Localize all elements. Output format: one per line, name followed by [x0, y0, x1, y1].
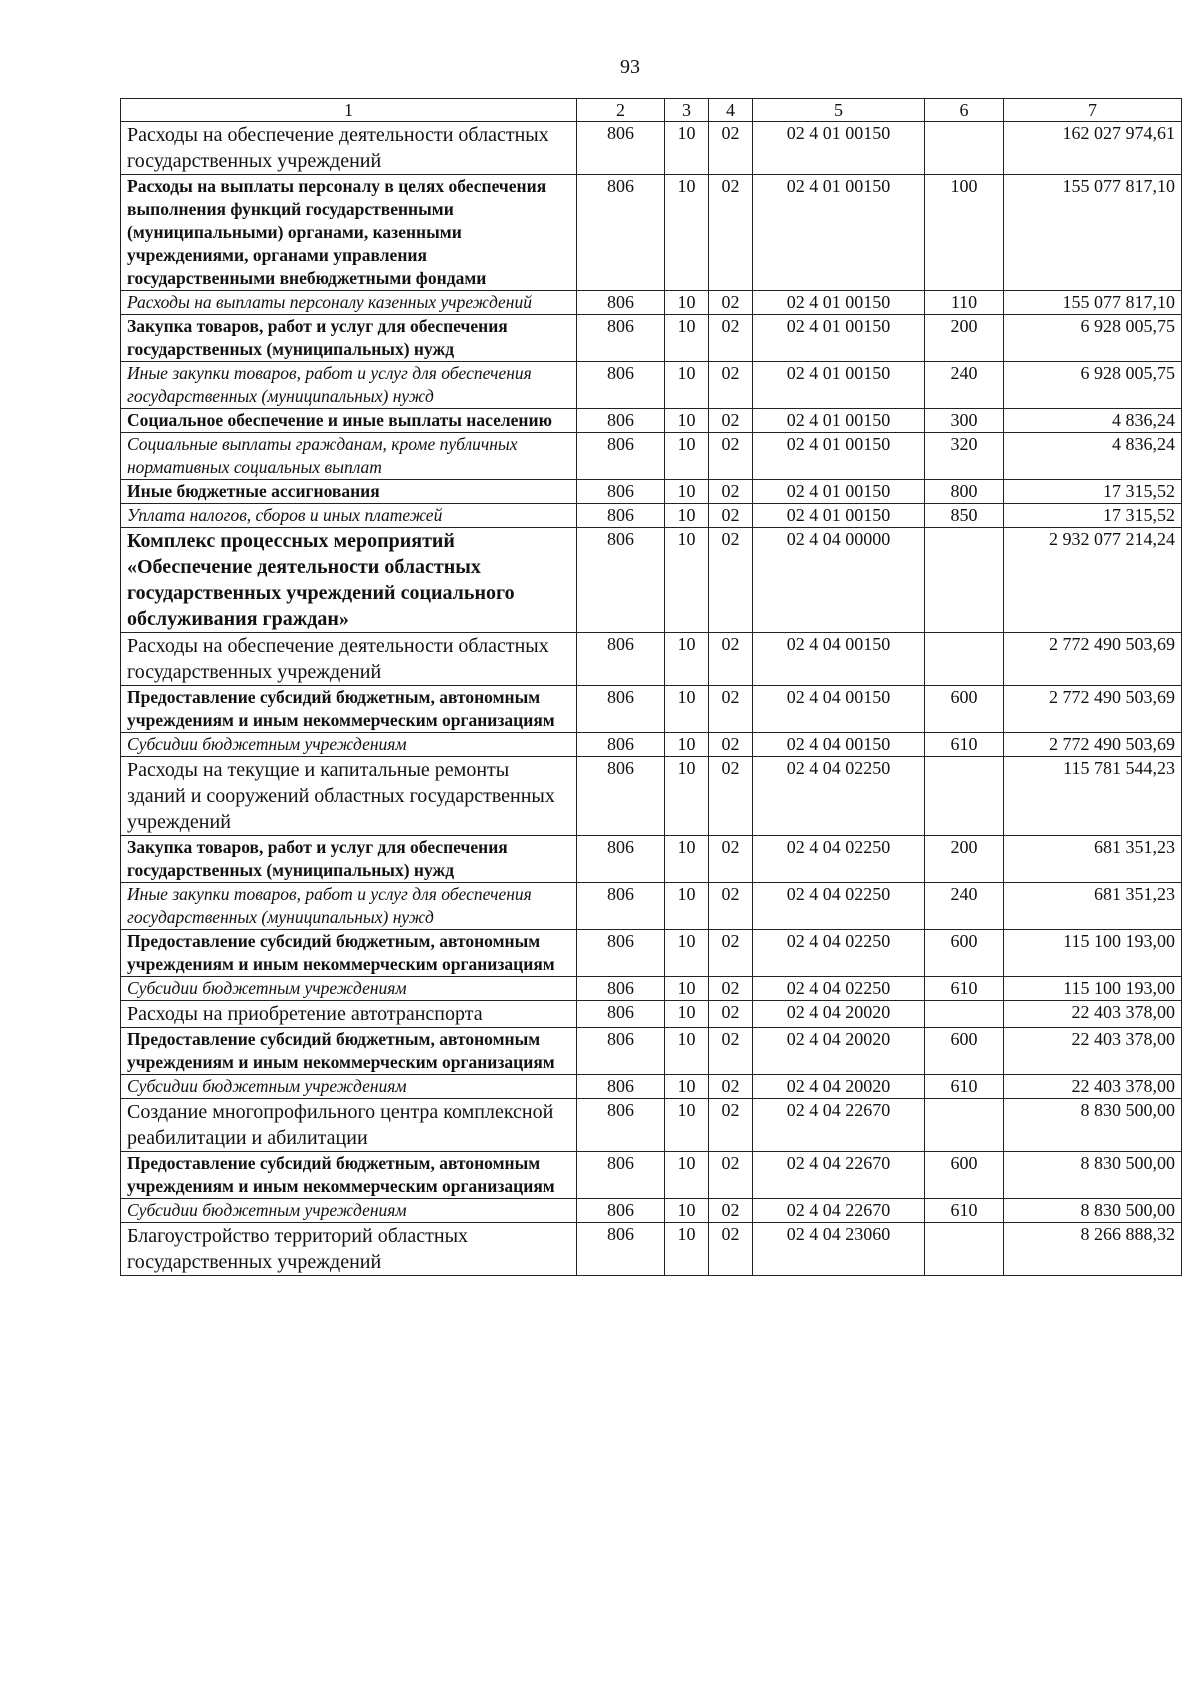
- row-pr-cell: 02: [709, 930, 753, 977]
- row-name-cell: Расходы на выплаты персоналу в целях обеспечения выполнения функций государственными (муниципальными) органами, казенными учреждениями, органами управления государственными внебюджетными фондами: [121, 175, 577, 291]
- row-ved-cell: 806: [577, 836, 665, 883]
- row-name-cell: Закупка товаров, работ и услуг для обеспечения государственных (муниципальных) нужд: [121, 315, 577, 362]
- row-ved-cell: 806: [577, 362, 665, 409]
- row-sum-cell: 6 928 005,75: [1004, 362, 1182, 409]
- header-col-5: 5: [753, 99, 925, 122]
- row-name-cell: Иные закупки товаров, работ и услуг для обеспечения государственных (муниципальных) нужд: [121, 883, 577, 930]
- row-pr-cell: 02: [709, 480, 753, 504]
- row-pr-cell: 02: [709, 1099, 753, 1152]
- row-csr-cell: 02 4 04 00150: [753, 733, 925, 757]
- row-name-cell: Иные бюджетные ассигнования: [121, 480, 577, 504]
- row-ved-cell: 806: [577, 930, 665, 977]
- row-rz-cell: 10: [665, 977, 709, 1001]
- row-pr-cell: 02: [709, 1028, 753, 1075]
- table-row: [121, 1199, 1182, 1223]
- table-row: [121, 175, 1182, 291]
- row-vr-cell: [925, 122, 1004, 175]
- row-ved-cell: 806: [577, 175, 665, 291]
- row-csr-cell: 02 4 04 02250: [753, 930, 925, 977]
- row-sum-cell: 22 403 378,00: [1004, 1028, 1182, 1075]
- row-vr-cell: [925, 1099, 1004, 1152]
- row-name-cell: Благоустройство территорий областных государственных учреждений: [121, 1223, 577, 1276]
- row-pr-cell: 02: [709, 504, 753, 528]
- row-sum-cell: 6 928 005,75: [1004, 315, 1182, 362]
- row-name-cell: Создание многопрофильного центра комплексной реабилитации и абилитации: [121, 1099, 577, 1152]
- row-vr-cell: [925, 633, 1004, 686]
- row-vr-cell: 610: [925, 1075, 1004, 1099]
- row-ved-cell: 806: [577, 504, 665, 528]
- table-row: [121, 757, 1182, 836]
- row-pr-cell: 02: [709, 836, 753, 883]
- row-vr-cell: 100: [925, 175, 1004, 291]
- row-vr-cell: 240: [925, 362, 1004, 409]
- row-pr-cell: 02: [709, 433, 753, 480]
- row-vr-cell: [925, 757, 1004, 836]
- row-sum-cell: 115 100 193,00: [1004, 930, 1182, 977]
- table-row: [121, 930, 1182, 977]
- row-csr-cell: 02 4 04 02250: [753, 836, 925, 883]
- row-pr-cell: 02: [709, 1199, 753, 1223]
- row-ved-cell: 806: [577, 291, 665, 315]
- row-sum-cell: 162 027 974,61: [1004, 122, 1182, 175]
- table-row: [121, 686, 1182, 733]
- row-ved-cell: 806: [577, 1099, 665, 1152]
- row-rz-cell: 10: [665, 504, 709, 528]
- row-rz-cell: 10: [665, 1075, 709, 1099]
- table-row: [121, 977, 1182, 1001]
- row-sum-cell: 8 830 500,00: [1004, 1099, 1182, 1152]
- row-sum-cell: 115 100 193,00: [1004, 977, 1182, 1001]
- table-row: [121, 528, 1182, 633]
- row-ved-cell: 806: [577, 977, 665, 1001]
- table-row: [121, 480, 1182, 504]
- row-pr-cell: 02: [709, 409, 753, 433]
- row-ved-cell: 806: [577, 409, 665, 433]
- row-rz-cell: 10: [665, 1001, 709, 1028]
- row-ved-cell: 806: [577, 633, 665, 686]
- row-rz-cell: 10: [665, 633, 709, 686]
- row-csr-cell: 02 4 04 02250: [753, 757, 925, 836]
- row-vr-cell: 600: [925, 1028, 1004, 1075]
- row-ved-cell: 806: [577, 480, 665, 504]
- row-name-cell: Субсидии бюджетным учреждениям: [121, 977, 577, 1001]
- row-pr-cell: 02: [709, 122, 753, 175]
- table-row: [121, 122, 1182, 175]
- table-row: [121, 1028, 1182, 1075]
- table-row: [121, 1152, 1182, 1199]
- table-row: [121, 1223, 1182, 1276]
- table-row: [121, 1075, 1182, 1099]
- row-name-cell: Комплекс процессных мероприятий «Обеспечение деятельности областных государственных учреждений социального обслуживания граждан»: [121, 528, 577, 633]
- row-rz-cell: 10: [665, 175, 709, 291]
- row-name-cell: Иные закупки товаров, работ и услуг для обеспечения государственных (муниципальных) нужд: [121, 362, 577, 409]
- row-csr-cell: 02 4 01 00150: [753, 480, 925, 504]
- row-pr-cell: 02: [709, 1223, 753, 1276]
- table-row: [121, 433, 1182, 480]
- row-name-cell: Предоставление субсидий бюджетным, автономным учреждениям и иным некоммерческим организациям: [121, 930, 577, 977]
- row-csr-cell: 02 4 04 00150: [753, 686, 925, 733]
- row-csr-cell: 02 4 01 00150: [753, 291, 925, 315]
- row-vr-cell: [925, 1001, 1004, 1028]
- row-pr-cell: 02: [709, 733, 753, 757]
- row-pr-cell: 02: [709, 883, 753, 930]
- row-name-cell: Расходы на выплаты персоналу казенных учреждений: [121, 291, 577, 315]
- row-name-cell: Социальные выплаты гражданам, кроме публичных нормативных социальных выплат: [121, 433, 577, 480]
- row-rz-cell: 10: [665, 1028, 709, 1075]
- row-ved-cell: 806: [577, 1028, 665, 1075]
- table-row: [121, 315, 1182, 362]
- row-sum-cell: 4 836,24: [1004, 433, 1182, 480]
- row-csr-cell: 02 4 01 00150: [753, 315, 925, 362]
- row-name-cell: Субсидии бюджетным учреждениям: [121, 733, 577, 757]
- row-name-cell: Расходы на обеспечение деятельности областных государственных учреждений: [121, 122, 577, 175]
- row-pr-cell: 02: [709, 291, 753, 315]
- row-csr-cell: 02 4 04 22670: [753, 1152, 925, 1199]
- row-rz-cell: 10: [665, 686, 709, 733]
- row-ved-cell: 806: [577, 315, 665, 362]
- table-row: [121, 836, 1182, 883]
- row-rz-cell: 10: [665, 528, 709, 633]
- row-rz-cell: 10: [665, 291, 709, 315]
- row-vr-cell: 320: [925, 433, 1004, 480]
- row-rz-cell: 10: [665, 1199, 709, 1223]
- row-sum-cell: 155 077 817,10: [1004, 291, 1182, 315]
- row-csr-cell: 02 4 01 00150: [753, 122, 925, 175]
- row-vr-cell: [925, 1223, 1004, 1276]
- row-sum-cell: 22 403 378,00: [1004, 1001, 1182, 1028]
- row-sum-cell: 8 266 888,32: [1004, 1223, 1182, 1276]
- row-rz-cell: 10: [665, 1099, 709, 1152]
- row-vr-cell: 600: [925, 930, 1004, 977]
- row-sum-cell: 8 830 500,00: [1004, 1152, 1182, 1199]
- row-ved-cell: 806: [577, 1075, 665, 1099]
- row-pr-cell: 02: [709, 362, 753, 409]
- row-sum-cell: 681 351,23: [1004, 883, 1182, 930]
- row-vr-cell: 600: [925, 686, 1004, 733]
- row-rz-cell: 10: [665, 733, 709, 757]
- row-name-cell: Закупка товаров, работ и услуг для обеспечения государственных (муниципальных) нужд: [121, 836, 577, 883]
- table-row: [121, 633, 1182, 686]
- row-sum-cell: 17 315,52: [1004, 480, 1182, 504]
- row-rz-cell: 10: [665, 409, 709, 433]
- row-ved-cell: 806: [577, 686, 665, 733]
- row-sum-cell: 2 772 490 503,69: [1004, 733, 1182, 757]
- table-row: [121, 733, 1182, 757]
- row-rz-cell: 10: [665, 122, 709, 175]
- row-ved-cell: 806: [577, 883, 665, 930]
- row-rz-cell: 10: [665, 315, 709, 362]
- budget-table: [120, 98, 1182, 1276]
- row-ved-cell: 806: [577, 433, 665, 480]
- row-csr-cell: 02 4 01 00150: [753, 504, 925, 528]
- row-pr-cell: 02: [709, 1001, 753, 1028]
- table-row: [121, 883, 1182, 930]
- row-sum-cell: 155 077 817,10: [1004, 175, 1182, 291]
- row-csr-cell: 02 4 01 00150: [753, 175, 925, 291]
- row-name-cell: Социальное обеспечение и иные выплаты населению: [121, 409, 577, 433]
- row-rz-cell: 10: [665, 836, 709, 883]
- row-sum-cell: 2 932 077 214,24: [1004, 528, 1182, 633]
- row-rz-cell: 10: [665, 1223, 709, 1276]
- row-rz-cell: 10: [665, 757, 709, 836]
- row-vr-cell: 850: [925, 504, 1004, 528]
- row-name-cell: Расходы на текущие и капитальные ремонты зданий и сооружений областных государственных учреждений: [121, 757, 577, 836]
- row-rz-cell: 10: [665, 433, 709, 480]
- table-body: [121, 122, 1182, 1276]
- row-name-cell: Субсидии бюджетным учреждениям: [121, 1075, 577, 1099]
- row-pr-cell: 02: [709, 1152, 753, 1199]
- row-name-cell: Субсидии бюджетным учреждениям: [121, 1199, 577, 1223]
- row-pr-cell: 02: [709, 1075, 753, 1099]
- row-sum-cell: 681 351,23: [1004, 836, 1182, 883]
- row-pr-cell: 02: [709, 757, 753, 836]
- row-vr-cell: 610: [925, 977, 1004, 1001]
- row-pr-cell: 02: [709, 528, 753, 633]
- row-ved-cell: 806: [577, 528, 665, 633]
- row-vr-cell: 240: [925, 883, 1004, 930]
- row-csr-cell: 02 4 04 02250: [753, 977, 925, 1001]
- row-csr-cell: 02 4 04 00150: [753, 633, 925, 686]
- row-ved-cell: 806: [577, 733, 665, 757]
- row-vr-cell: 110: [925, 291, 1004, 315]
- row-csr-cell: 02 4 04 02250: [753, 883, 925, 930]
- row-name-cell: Расходы на приобретение автотранспорта: [121, 1001, 577, 1028]
- row-name-cell: Предоставление субсидий бюджетным, автономным учреждениям и иным некоммерческим организациям: [121, 686, 577, 733]
- row-rz-cell: 10: [665, 883, 709, 930]
- table-row: [121, 1099, 1182, 1152]
- table-row: [121, 409, 1182, 433]
- table-row: [121, 362, 1182, 409]
- row-rz-cell: 10: [665, 480, 709, 504]
- row-rz-cell: 10: [665, 362, 709, 409]
- row-ved-cell: 806: [577, 757, 665, 836]
- row-csr-cell: 02 4 04 20020: [753, 1075, 925, 1099]
- row-pr-cell: 02: [709, 175, 753, 291]
- header-col-1: 1: [121, 99, 577, 122]
- row-csr-cell: 02 4 01 00150: [753, 433, 925, 480]
- row-csr-cell: 02 4 04 20020: [753, 1001, 925, 1028]
- row-vr-cell: 200: [925, 315, 1004, 362]
- header-row: [121, 99, 1182, 122]
- row-pr-cell: 02: [709, 633, 753, 686]
- row-pr-cell: 02: [709, 315, 753, 362]
- row-ved-cell: 806: [577, 1199, 665, 1223]
- row-name-cell: Предоставление субсидий бюджетным, автономным учреждениям и иным некоммерческим организациям: [121, 1152, 577, 1199]
- header-col-7: 7: [1004, 99, 1182, 122]
- row-sum-cell: 4 836,24: [1004, 409, 1182, 433]
- row-sum-cell: 8 830 500,00: [1004, 1199, 1182, 1223]
- row-sum-cell: 115 781 544,23: [1004, 757, 1182, 836]
- row-sum-cell: 2 772 490 503,69: [1004, 686, 1182, 733]
- row-pr-cell: 02: [709, 686, 753, 733]
- header-col-4: 4: [709, 99, 753, 122]
- row-ved-cell: 806: [577, 1152, 665, 1199]
- row-csr-cell: 02 4 04 23060: [753, 1223, 925, 1276]
- row-csr-cell: 02 4 04 22670: [753, 1199, 925, 1223]
- row-csr-cell: 02 4 01 00150: [753, 362, 925, 409]
- row-ved-cell: 806: [577, 1223, 665, 1276]
- row-vr-cell: 800: [925, 480, 1004, 504]
- row-vr-cell: 600: [925, 1152, 1004, 1199]
- table-row: [121, 504, 1182, 528]
- row-pr-cell: 02: [709, 977, 753, 1001]
- row-vr-cell: 200: [925, 836, 1004, 883]
- table-row: [121, 1001, 1182, 1028]
- row-ved-cell: 806: [577, 1001, 665, 1028]
- page-number: 93: [620, 56, 640, 78]
- row-name-cell: Расходы на обеспечение деятельности областных государственных учреждений: [121, 633, 577, 686]
- header-col-6: 6: [925, 99, 1004, 122]
- row-rz-cell: 10: [665, 1152, 709, 1199]
- row-ved-cell: 806: [577, 122, 665, 175]
- row-sum-cell: 17 315,52: [1004, 504, 1182, 528]
- row-vr-cell: 300: [925, 409, 1004, 433]
- row-csr-cell: 02 4 01 00150: [753, 409, 925, 433]
- row-sum-cell: 22 403 378,00: [1004, 1075, 1182, 1099]
- row-sum-cell: 2 772 490 503,69: [1004, 633, 1182, 686]
- row-vr-cell: [925, 528, 1004, 633]
- row-vr-cell: 610: [925, 1199, 1004, 1223]
- header-col-2: 2: [577, 99, 665, 122]
- row-csr-cell: 02 4 04 00000: [753, 528, 925, 633]
- row-vr-cell: 610: [925, 733, 1004, 757]
- row-rz-cell: 10: [665, 930, 709, 977]
- header-col-3: 3: [665, 99, 709, 122]
- row-csr-cell: 02 4 04 22670: [753, 1099, 925, 1152]
- table-row: [121, 291, 1182, 315]
- row-name-cell: Предоставление субсидий бюджетным, автономным учреждениям и иным некоммерческим организациям: [121, 1028, 577, 1075]
- row-name-cell: Уплата налогов, сборов и иных платежей: [121, 504, 577, 528]
- row-csr-cell: 02 4 04 20020: [753, 1028, 925, 1075]
